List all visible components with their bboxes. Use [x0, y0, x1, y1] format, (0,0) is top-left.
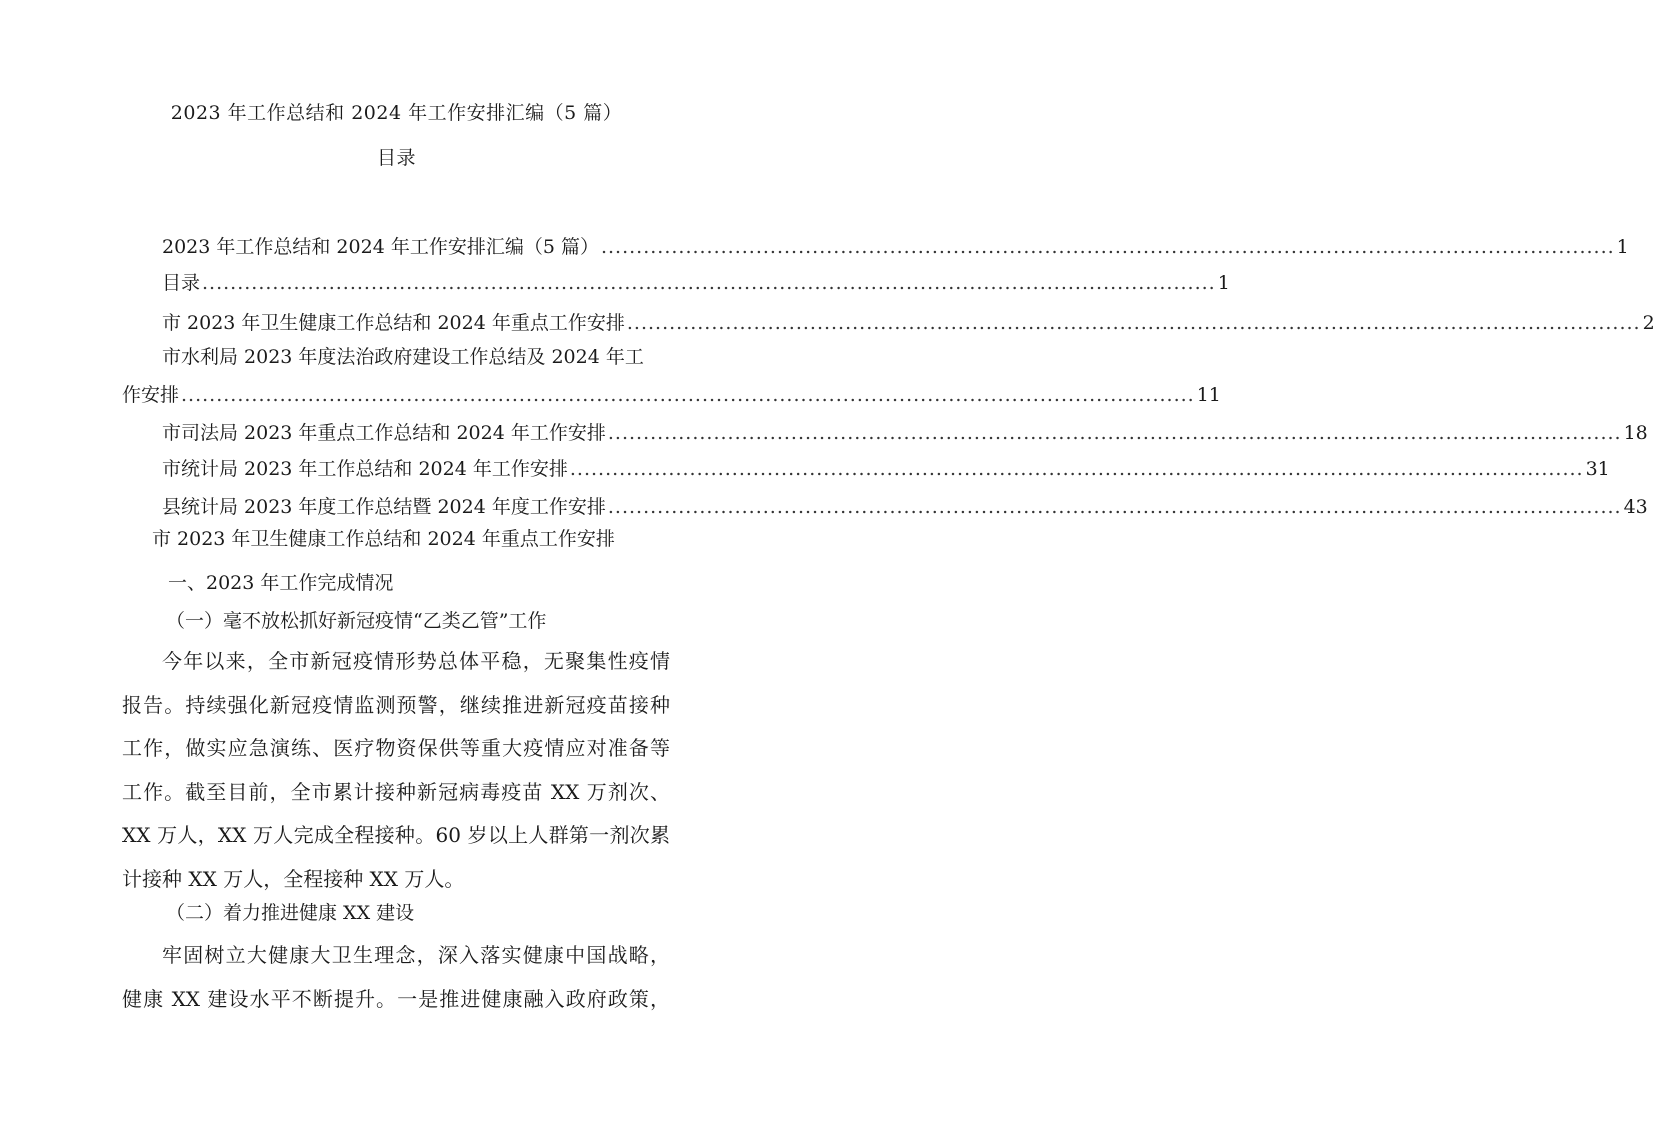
paragraph-line: 计接种 XX 万人，全程接种 XX 万人。	[122, 866, 465, 891]
toc-entry-label: 2023 年工作总结和 2024 年工作安排汇编（5 篇）	[162, 236, 599, 258]
toc-leader-dots: ................................................................................................................................................	[181, 384, 1195, 406]
toc-entry-page: 2	[1642, 312, 1655, 334]
toc-entry-label: 市统计局 2023 年工作总结和 2024 年工作安排	[162, 458, 568, 480]
paragraph-line: 今年以来，全市新冠疫情形势总体平稳，无聚集性疫情	[162, 649, 670, 673]
toc-leader-dots: ................................................................................................................................................	[569, 458, 1584, 480]
document-title: 2023 年工作总结和 2024 年工作安排汇编（5 篇）	[170, 102, 623, 124]
toc-entry[interactable]	[162, 309, 1655, 337]
paragraph-line: 健康 XX 建设水平不断提升。一是推进健康融入政府政策，	[122, 986, 670, 1011]
toc-entry[interactable]	[162, 419, 1648, 447]
toc-heading: 目录	[376, 147, 416, 169]
toc-entry[interactable]	[162, 233, 1629, 261]
toc-entry-label: 市 2023 年卫生健康工作总结和 2024 年重点工作安排	[162, 312, 625, 334]
subheading-1: （一）毫不放松抓好新冠疫情“乙类乙管”工作	[166, 610, 547, 632]
toc-entry[interactable]	[162, 455, 1610, 483]
toc-leader-dots: ................................................................................................................................................	[626, 312, 1641, 334]
paragraph-1	[122, 640, 670, 901]
section-title: 市 2023 年卫生健康工作总结和 2024 年重点工作安排	[152, 528, 615, 550]
toc-entry[interactable]	[162, 269, 1230, 297]
toc-leader-dots: ................................................................................................................................................	[600, 236, 1615, 258]
toc-leader-dots: ................................................................................................................................................	[202, 272, 1216, 294]
paragraph-line: 牢固树立大健康大卫生理念，深入落实健康中国战略，	[162, 943, 670, 967]
toc-entry-label: 县统计局 2023 年度工作总结暨 2024 年度工作安排	[162, 496, 606, 518]
paragraph-line: 工作，做实应急演练、医疗物资保供等重大疫情应对准备等	[122, 736, 670, 760]
paragraph-line: XX 万人，XX 万人完成全程接种。60 岁以上人群第一剂次累	[122, 823, 670, 847]
subheading-2: （二）着力推进健康 XX 建设	[166, 902, 415, 924]
toc-entry-page: 18	[1623, 422, 1648, 444]
toc-entry-page: 31	[1585, 458, 1610, 480]
paragraph-line: 工作。截至目前，全市累计接种新冠病毒疫苗 XX 万剂次、	[122, 779, 670, 804]
toc-leader-dots: ................................................................................................................................................	[607, 496, 1622, 518]
toc-entry-page: 11	[1196, 384, 1221, 406]
toc-entry-label-line1[interactable]: 市水利局 2023 年度法治政府建设工作总结及 2024 年工	[162, 346, 644, 368]
heading-level-1: 一、2023 年工作完成情况	[168, 572, 394, 594]
toc-entry[interactable]	[162, 493, 1648, 521]
toc-entry-label: 作安排	[122, 384, 180, 406]
toc-entry[interactable]	[122, 381, 1221, 409]
toc-entry-page: 43	[1623, 496, 1648, 518]
paragraph-2	[122, 934, 670, 1021]
toc-leader-dots: ................................................................................................................................................	[607, 422, 1622, 444]
toc-entry-label: 市司法局 2023 年重点工作总结和 2024 年工作安排	[162, 422, 606, 444]
paragraph-line: 报告。持续强化新冠疫情监测预警，继续推进新冠疫苗接种	[122, 692, 670, 717]
toc-entry-page: 1	[1616, 236, 1629, 258]
toc-entry-page: 1	[1217, 272, 1230, 294]
toc-entry-label: 目录	[162, 272, 201, 294]
